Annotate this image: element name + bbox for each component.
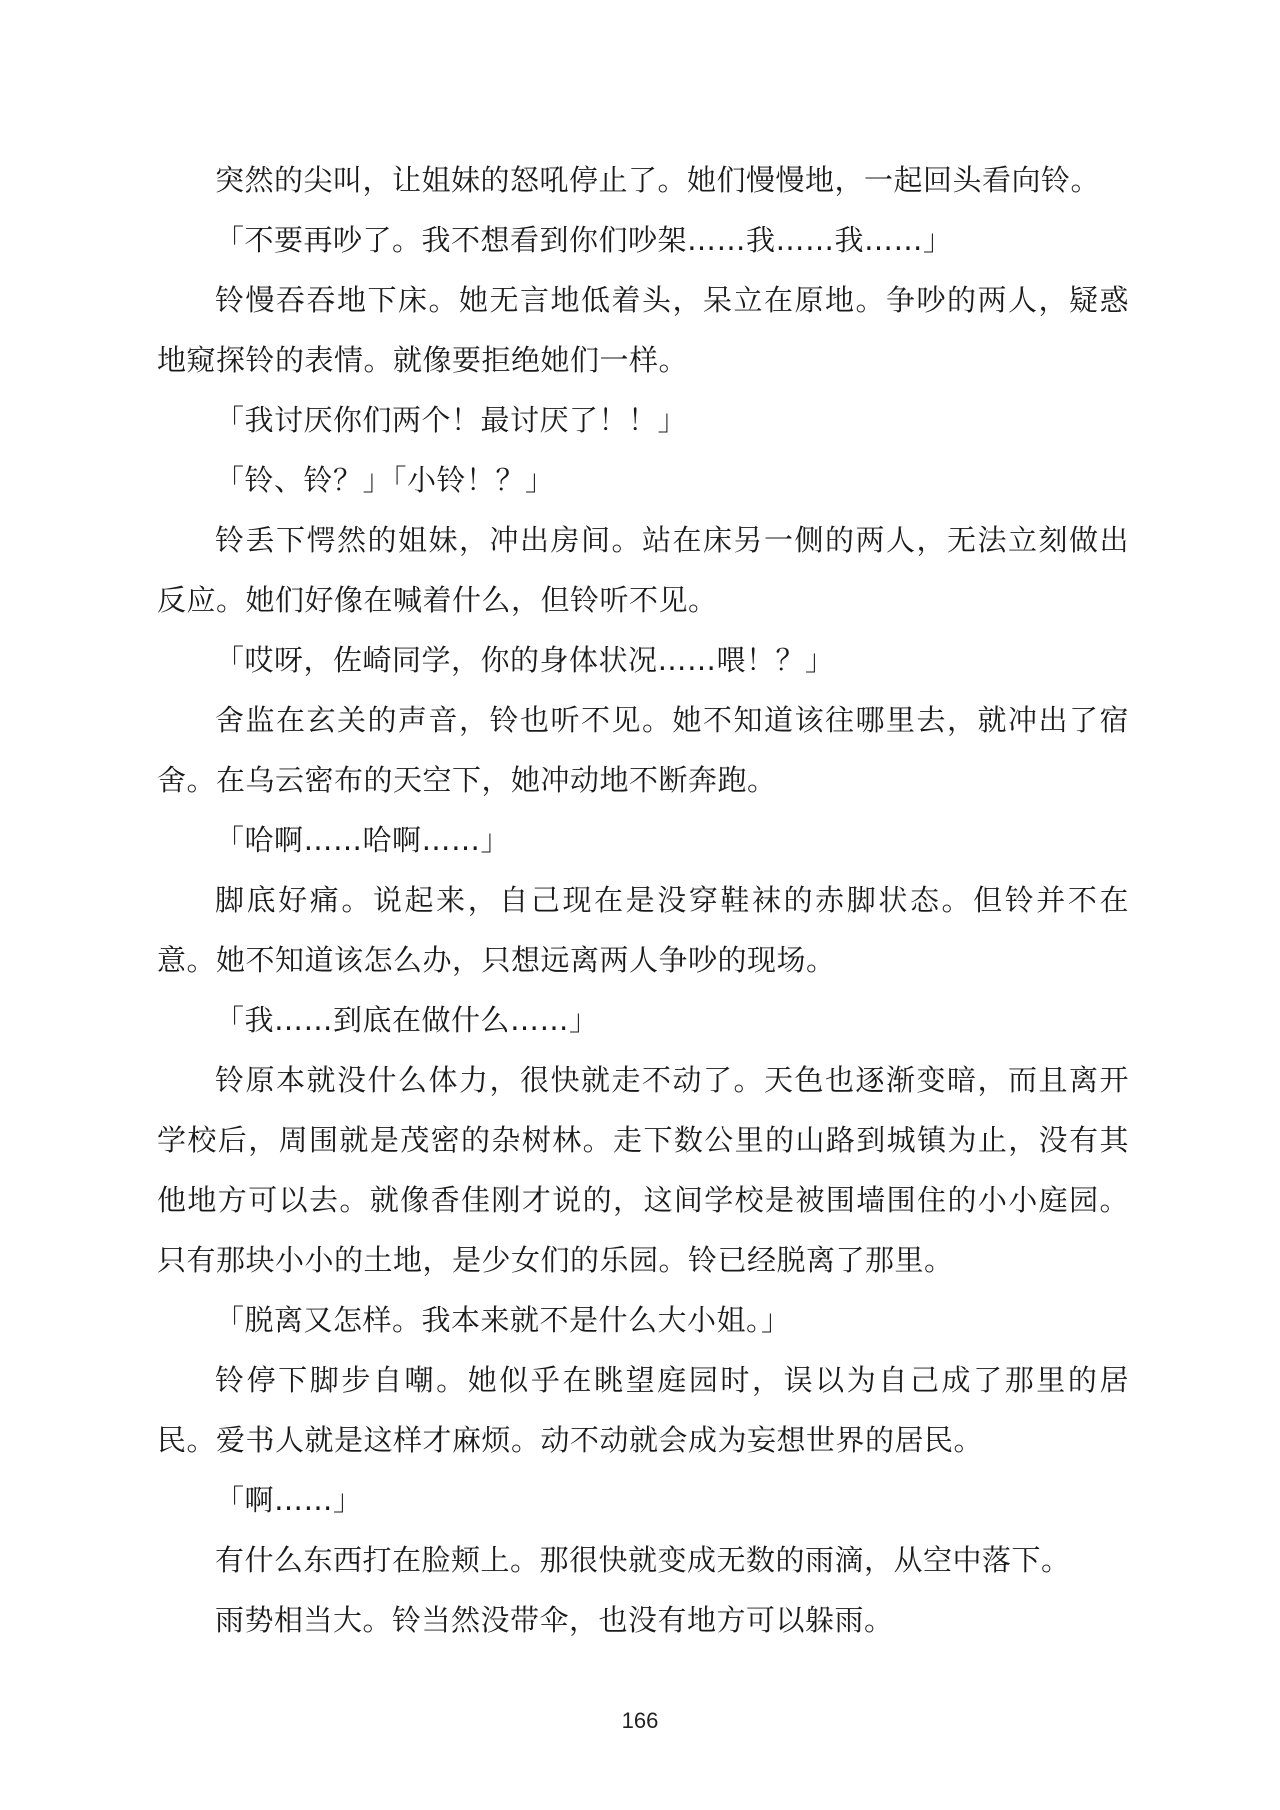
dialogue-line: 「哎呀，佐崎同学，你的身体状况……喂！？」 [215, 643, 835, 677]
dialogue-line: 「铃、铃？」「小铃！？」 [215, 463, 555, 497]
body-text [157, 150, 1129, 1650]
paragraph: 铃慢吞吞地下床。她无言地低着头，呆立在原地。争吵的两人，疑惑地窥探铃的表情。就像要拒绝她们一样。 [157, 283, 1129, 377]
paragraph: 有什么东西打在脸颊上。那很快就变成无数的雨滴，从空中落下。 [215, 1543, 1071, 1577]
dialogue-line: 「脱离又怎样。我本来就不是什么大小姐。」 [215, 1303, 791, 1337]
paragraph: 铃原本就没什么体力，很快就走不动了。天色也逐渐变暗，而且离开学校后，周围就是茂密的杂树林。走下数公里的山路到城镇为止，没有其他地方可以去。就像香佳刚才说的，这间学校是被围墙围住的小小庭园。只有那块小小的土地，是少女们的乐园。铃已经脱离了那里。 [157, 1063, 1129, 1277]
dialogue-line: 「我……到底在做什么……」 [215, 1003, 599, 1037]
paragraph: 突然的尖叫，让姐妹的怒吼停止了。她们慢慢地，一起回头看向铃。 [215, 163, 1101, 197]
dialogue-line: 「啊……」 [215, 1483, 363, 1517]
paragraph: 脚底好痛。说起来，自己现在是没穿鞋袜的赤脚状态。但铃并不在意。她不知道该怎么办，只想远离两人争吵的现场。 [157, 883, 1129, 977]
page-number: 166 [621, 1708, 659, 1733]
paragraph: 舍监在玄关的声音，铃也听不见。她不知道该往哪里去，就冲出了宿舍。在乌云密布的天空下，她冲动地不断奔跑。 [157, 703, 1129, 797]
dialogue-line: 「我讨厌你们两个！最讨厌了！！」 [215, 403, 688, 437]
dialogue-line: 「不要再吵了。我不想看到你们吵架……我……我……」 [215, 223, 953, 257]
dialogue-line: 「哈啊……哈啊……」 [215, 823, 511, 857]
paragraph: 雨势相当大。铃当然没带伞，也没有地方可以躲雨。 [215, 1603, 894, 1637]
paragraph: 铃丢下愕然的姐妹，冲出房间。站在床另一侧的两人，无法立刻做出反应。她们好像在喊着什么，但铃听不见。 [157, 523, 1129, 617]
paragraph: 铃停下脚步自嘲。她似乎在眺望庭园时，误以为自己成了那里的居民。爱书人就是这样才麻烦。动不动就会成为妄想世界的居民。 [157, 1363, 1129, 1457]
